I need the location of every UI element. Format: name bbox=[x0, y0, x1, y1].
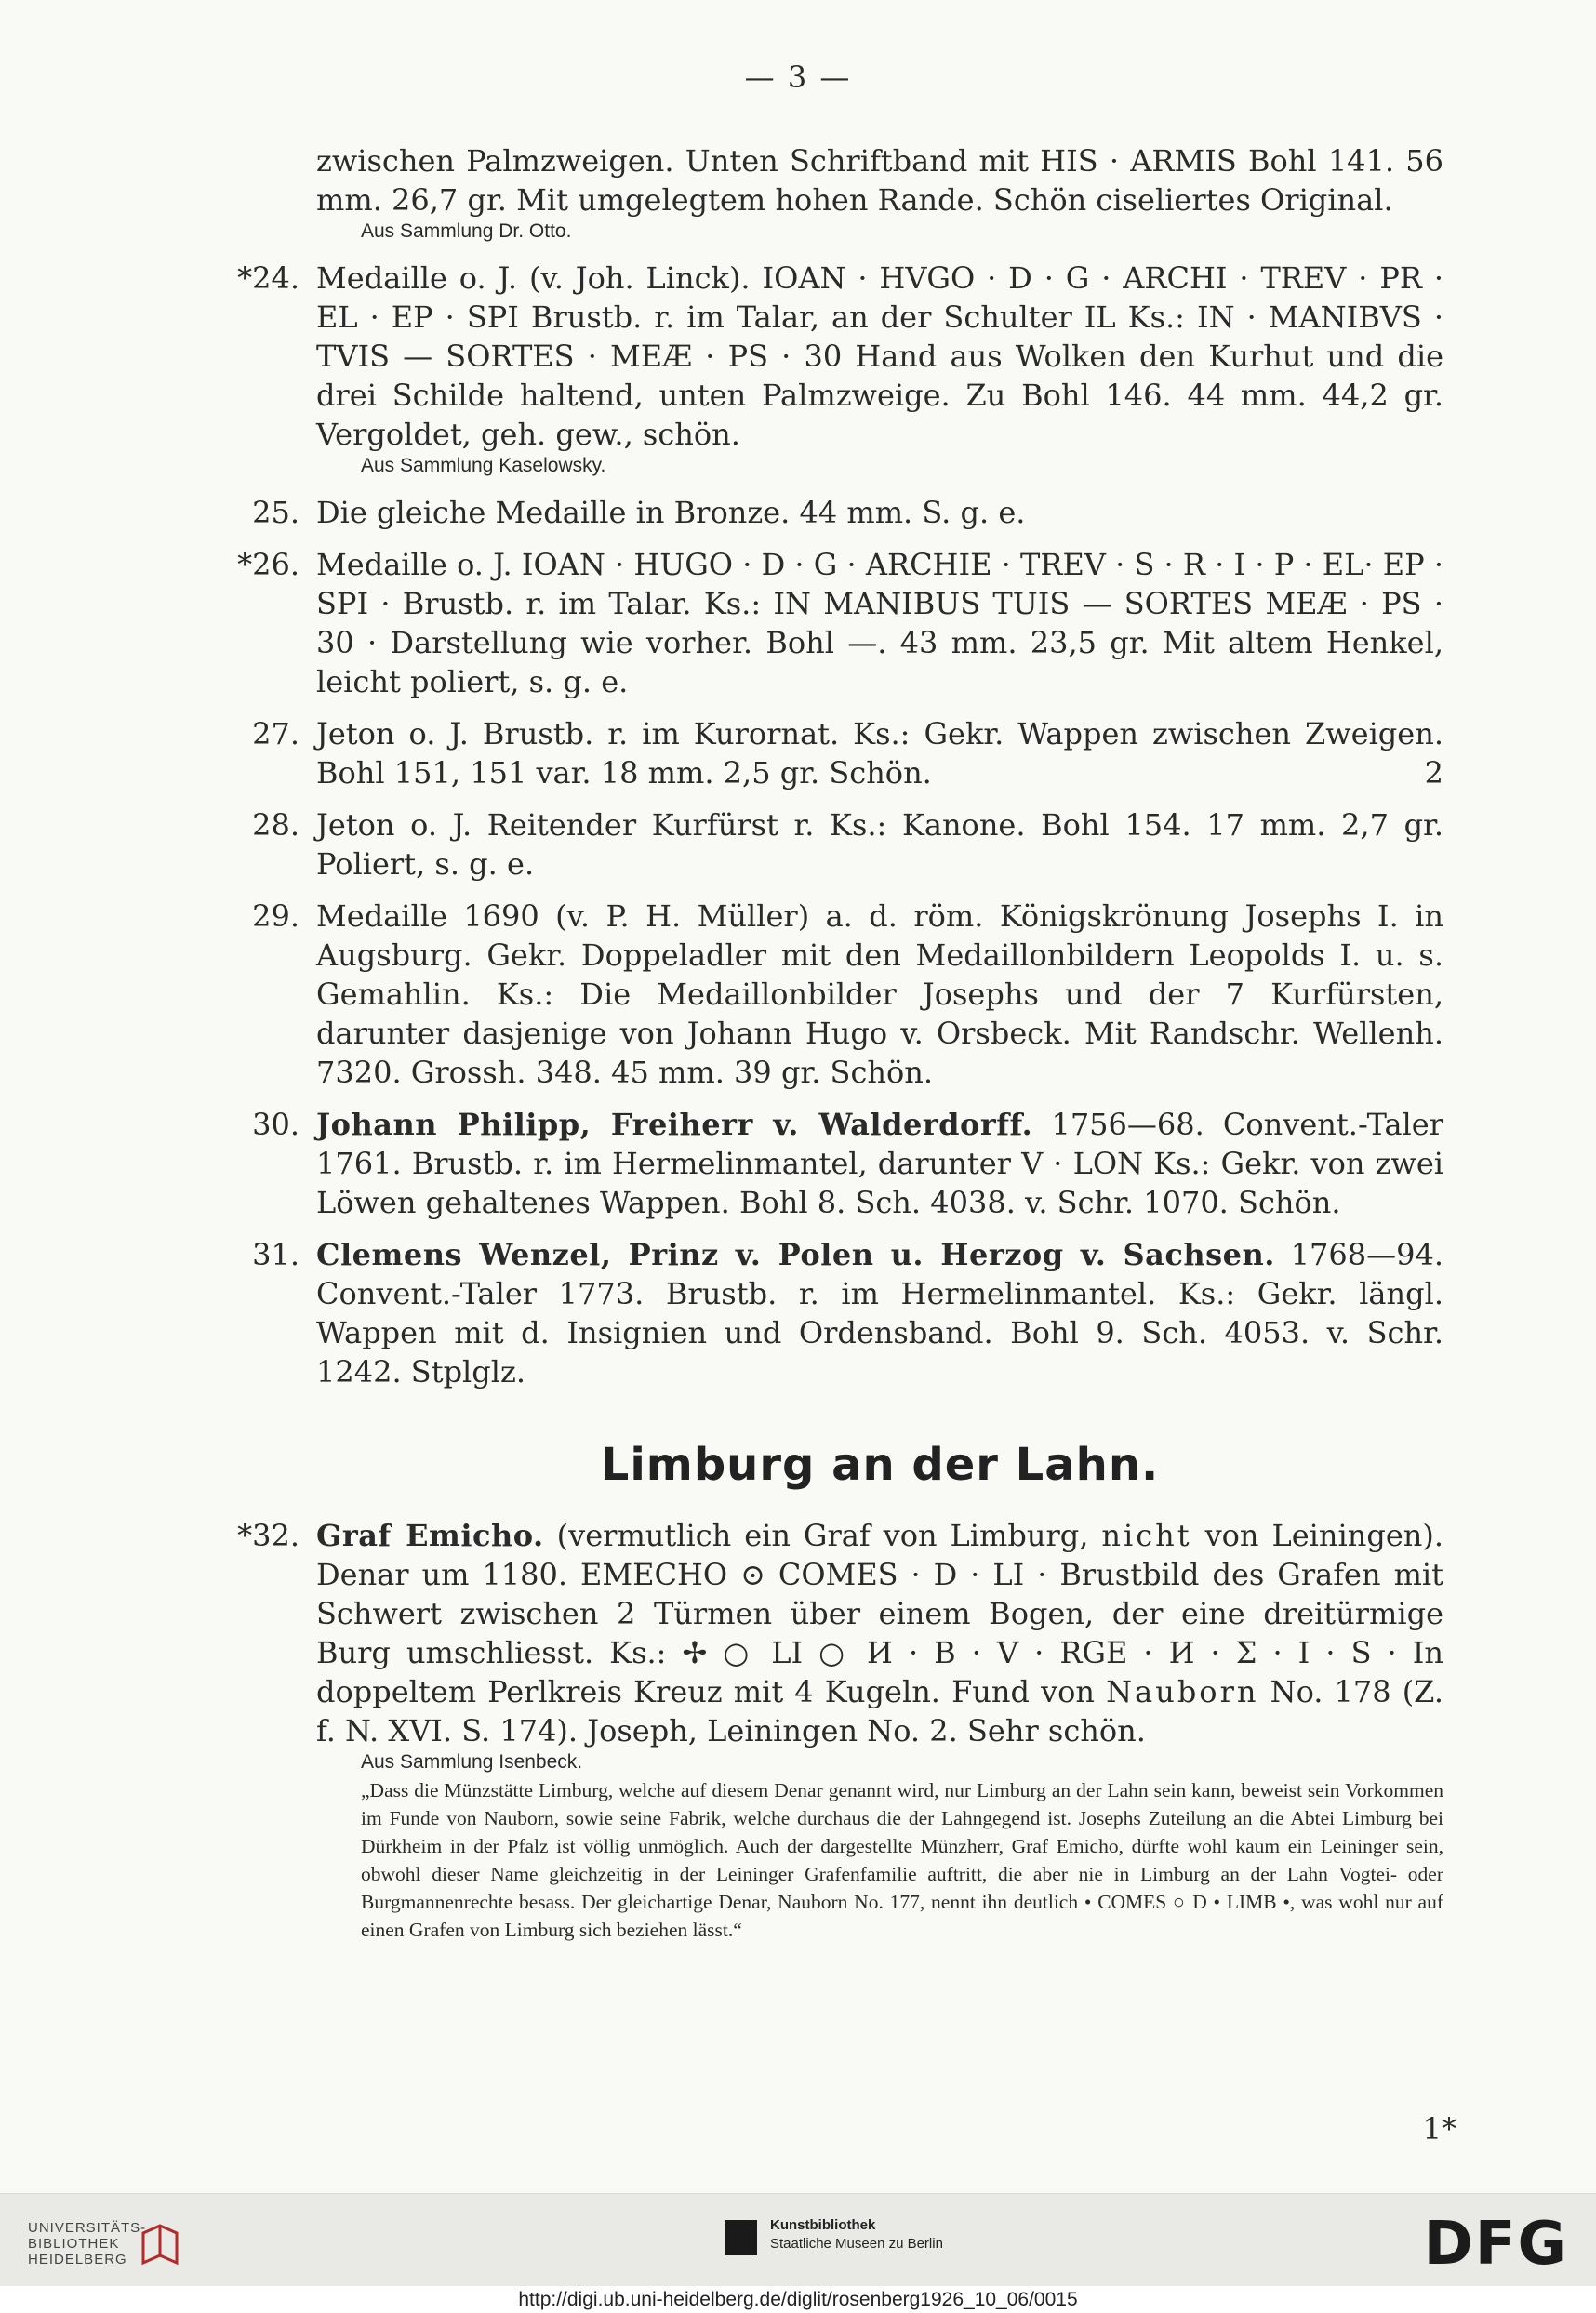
margin-note: 2 bbox=[1424, 755, 1443, 791]
entry-text: Medaille o. J. (v. Joh. Linck). IOAN · HVGO · D · G · ARCHI · TREV · PR · EL · EP · SPI Brustb. r. im Talar, an der Schulter IL Ks.: IN · MANIBVS · TVIS — SORTES · MEÆ · PS · 30 Hand aus Wolken den Kurhut und die drei Schilde haltend, unten Palmzweige. Zu Bohl 146. 44 mm. 44,2 gr. Vergoldet, geh. gew., schön. bbox=[316, 260, 1443, 452]
university-name-line: BIBLIOTHEK bbox=[28, 2236, 120, 2252]
entry-text: Die gleiche Medaille in Bronze. 44 mm. S. g. e. bbox=[316, 495, 1026, 530]
catalogue-entry bbox=[252, 805, 1443, 884]
entry-number: 27. bbox=[252, 716, 299, 751]
entry-text-body: Jeton o. J. Brustb. r. im Kurornat. Ks.: Gekr. Wappen zwischen Zweigen. Bohl 151, 151 var. 18 mm. 2,5 gr. Schön. bbox=[316, 716, 1443, 791]
continuation-text: zwischen Palmzweigen. Unten Schriftband mit HIS · ARMIS Bohl 141. 56 mm. 26,7 gr. Mit umgelegtem hohen Rande. Schön ciseliertes Original. bbox=[316, 143, 1443, 218]
provenance-note: Aus Sammlung Dr. Otto. bbox=[361, 220, 572, 242]
ruler-name: Graf Emicho. bbox=[316, 1518, 544, 1553]
catalogue-body bbox=[237, 141, 1444, 1944]
entry-text-body: 1756—68. Convent.-Taler 1761. Brustb. r. im Hermelinmantel, darunter V · LON Ks.: Gekr. von zwei Löwen gehaltenes Wappen. Bohl 8. Sch. 4038. v. Schr. 1070. Schön. bbox=[316, 1107, 1444, 1220]
university-library-name bbox=[28, 2220, 146, 2267]
catalogue-entry bbox=[252, 1105, 1444, 1222]
entry-text-body: 1768—94. Convent.-Taler 1773. Brustb. r. im Hermelinmantel. Ks.: Gekr. längl. Wappen mit d. Insignien und Ordensband. Bohl 9. Sch. 4053. v. Schr. 1242. Stplglz. bbox=[316, 1237, 1444, 1389]
viewer-footer bbox=[0, 2193, 1596, 2287]
entry-text bbox=[316, 1235, 1443, 1391]
quoted-commentary: „Dass die Münzstätte Limburg, welche auf diesem Denar genannt wird, nur Limburg an der Lahn sein kann, beweist sein Vorkommen im Funde von Nauborn, sowie seine Fabrik, welche durchaus die der Lahngegend ist. Josephs Zuteilung an die Abtei Limburg bei Dürkheim in der Pfalz ist völlig unmöglich. Auch der dargestellte Münzherr, Graf Emicho, dürfte wohl kaum ein Leininger sein, obwohl dieser Name gleichzeitig in der Leininger Grafenfamilie auftritt, die aber nie in Limburg an der Lahn Vogtei- oder Burgmannenrechte besass. Der gleichartige Denar, Nauborn No. 177, nennt ihn deutlich • COMES ○ D • LIMB •, was wohl nur auf einen Grafen von Limburg sich beziehen lässt.“ bbox=[361, 1779, 1443, 1941]
entry-number: 30. bbox=[252, 1107, 299, 1142]
page-number: — 3 — bbox=[744, 60, 852, 95]
entry-text bbox=[316, 1105, 1443, 1222]
catalogue-entry bbox=[252, 714, 1443, 792]
kunstbibliothek-subtitle: Staatliche Museen zu Berlin bbox=[770, 2236, 943, 2252]
university-library-logo-icon bbox=[140, 2222, 180, 2268]
entry-text bbox=[316, 1516, 1443, 1750]
section-heading: Limburg an der Lahn. bbox=[600, 1439, 1160, 1491]
entry-number: *32. bbox=[237, 1518, 299, 1553]
provenance-note: Aus Sammlung Isenbeck. bbox=[361, 1751, 583, 1773]
kunstbibliothek-title: Kunstbibliothek bbox=[770, 2217, 876, 2233]
university-name-line: HEIDELBERG bbox=[28, 2252, 127, 2267]
entry-text bbox=[316, 714, 1443, 792]
provenance-note: Aus Sammlung Kaselowsky. bbox=[361, 455, 606, 476]
emphasis-word: Nauborn bbox=[1106, 1674, 1259, 1709]
entry-number: 31. bbox=[252, 1237, 299, 1272]
entry-text-part: No. 178 (Z. f. N. XVI. S. 174). Joseph, Leiningen No. 2. Sehr schön. bbox=[316, 1674, 1444, 1748]
entry-text: Medaille 1690 (v. P. H. Müller) a. d. röm. Königskrönung Josephs I. in Augsburg. Gekr. Doppeladler mit den Medaillonbildern Leopolds I. u. s. Gemahlin. Ks.: Die Medaillonbilder Josephs und der 7 Kurfürsten, darunter dasjenige von Johann Hugo v. Orsbeck. Mit Randschr. Wellenh. 7320. Grossh. 348. 45 mm. 39 gr. Schön. bbox=[316, 898, 1443, 1090]
ruler-name: Johann Philipp, Freiherr v. Walderdorff. bbox=[316, 1107, 1033, 1142]
signature-mark: 1* bbox=[1422, 2111, 1456, 2147]
catalogue-entry bbox=[237, 1516, 1444, 1944]
entry-text-part: von Leiningen). Denar um 1180. EMECHO ⊙ COMES · D · LI · Brustbild des Grafen mit Schwert zwischen 2 Türmen über einem Bogen, der eine dreitürmige Burg umschliesst. Ks.: ✢ ○ LI ○ И · B · V · RGE · И · Σ · I · S · In doppeltem Perlkreis Kreuz mit 4 Kugeln. Fund von bbox=[316, 1518, 1444, 1709]
entry-number: 29. bbox=[252, 898, 299, 934]
entry-number: *26. bbox=[237, 547, 299, 582]
entry-text-part: (vermutlich ein Graf von Limburg, bbox=[556, 1518, 1089, 1553]
catalogue-entry bbox=[252, 897, 1443, 1092]
emphasis-word: nicht bbox=[1101, 1518, 1192, 1553]
kunstbibliothek-logo-icon bbox=[725, 2220, 757, 2255]
entry-text: Jeton o. J. Reitender Kurfürst r. Ks.: Kanone. Bohl 154. 17 mm. 2,7 gr. Poliert, s. g. e. bbox=[316, 807, 1443, 882]
catalogue-entry bbox=[252, 1235, 1444, 1391]
entry-number: 25. bbox=[252, 495, 299, 530]
entry-number: 28. bbox=[252, 807, 299, 843]
university-name-line: UNIVERSITÄTS- bbox=[28, 2220, 147, 2236]
ruler-name: Clemens Wenzel, Prinz v. Polen u. Herzog v. Sachsen. bbox=[316, 1237, 1275, 1272]
entry-number: *24. bbox=[237, 260, 299, 296]
entry-text: Medaille o. J. IOAN · HUGO · D · G · ARCHIE · TREV · S · R · I · P · EL· EP · SPI · Brustb. r. im Talar. Ks.: IN MANIBUS TUIS — SORTES MEÆ · PS · 30 · Darstellung wie vorher. Bohl —. 43 mm. 23,5 gr. Mit altem Henkel, leicht poliert, s. g. e. bbox=[316, 547, 1443, 699]
permalink-url[interactable]: http://digi.ub.uni-heidelberg.de/diglit/rosenberg1926_10_06/0015 bbox=[0, 2286, 1596, 2313]
dfg-logo: DFG bbox=[1423, 2210, 1568, 2279]
catalogue-entry bbox=[237, 259, 1443, 480]
catalogue-entry bbox=[252, 493, 1443, 532]
catalogue-entry bbox=[237, 545, 1443, 701]
